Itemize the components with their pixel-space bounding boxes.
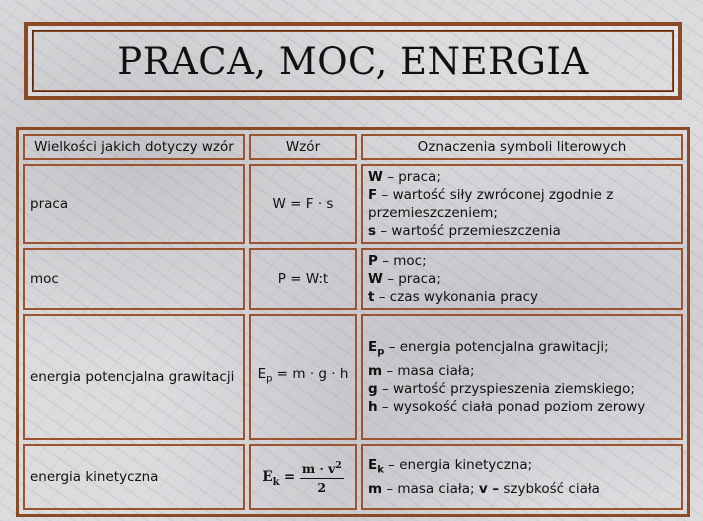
table-row (23, 314, 683, 440)
table-row (23, 248, 683, 310)
table-row (23, 444, 683, 510)
row-formula: $E_k$ = $\frac{m \cdot v^2}{2}$ (249, 444, 357, 510)
table-header-row (23, 134, 683, 160)
page-title: PRACA, MOC, ENERGIA (117, 39, 589, 83)
row-description: W – praca; F – wartość siły zwróconej zgodnie z przemieszczeniem; s – wartość przemieszczenia (361, 164, 683, 244)
row-label: praca (23, 164, 245, 244)
row-formula: $E_p = m \cdot g \cdot h$ (249, 314, 357, 440)
header-symbols: Oznaczenia symboli literowych (361, 134, 683, 160)
kinetic-fraction: $\frac{m \cdot v^2}{2}$ (300, 457, 344, 497)
header-quantity: Wielkości jakich dotyczy wzór (23, 134, 245, 160)
row-description: P – moc; W – praca; t – czas wykonania pracy (361, 248, 683, 310)
row-label: moc (23, 248, 245, 310)
row-formula: P = W:t (249, 248, 357, 310)
row-formula: W = F · s (249, 164, 357, 244)
table-row (23, 164, 683, 244)
row-description: $E_p$ – energia potencjalna grawitacji; m – masa ciała; g – wartość przyspieszenia ziemskiego; h – wysokość ciała ponad poziom zerowy (361, 314, 683, 440)
title-frame (24, 22, 682, 100)
row-description: $E_k$ – energia kinetyczna; m – masa ciała; v – szybkość ciała (361, 444, 683, 510)
row-label: energia potencjalna grawitacji (23, 314, 245, 440)
formula-table (16, 127, 690, 517)
row-label: energia kinetyczna (23, 444, 245, 510)
header-formula: Wzór (249, 134, 357, 160)
